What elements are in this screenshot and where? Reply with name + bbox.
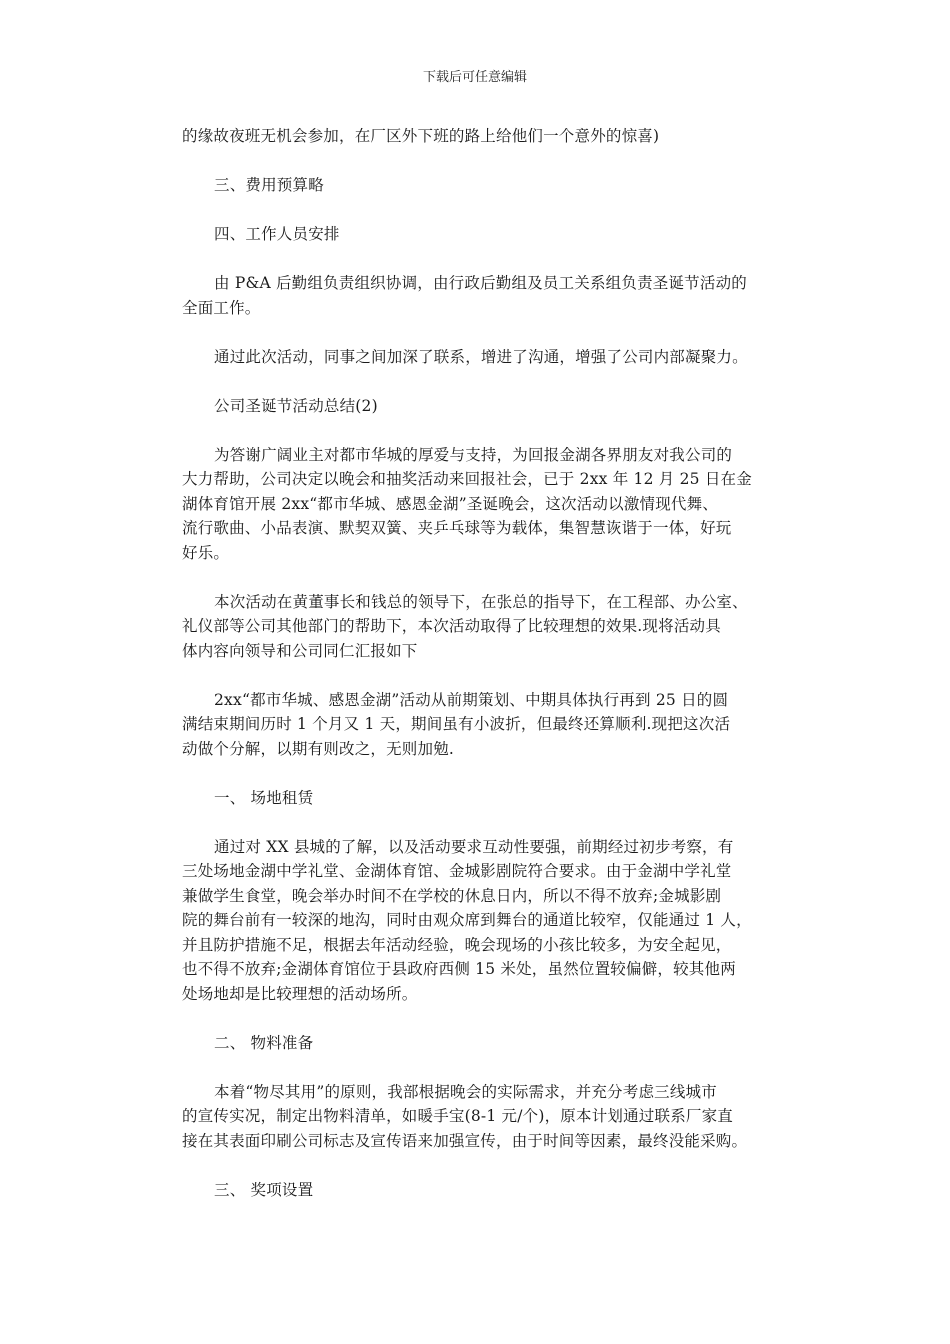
paragraph [182,222,778,247]
text-line: 处场地却是比较理想的活动场所。 [182,984,418,1003]
text-line: 兼做学生食堂，晚会举办时间不在学校的休息日内，所以不得不放弃;金城影剧 [182,886,722,905]
paragraph [182,590,778,664]
text-line: 由 P&A 后勤组负责组织协调，由行政后勤组及员工关系组负责圣诞节活动的 [214,274,747,292]
text-line: 通过此次活动，同事之间加深了联系，增进了沟通，增强了公司内部凝聚力。 [214,347,748,366]
paragraph [182,835,778,1007]
paragraph [182,394,778,419]
paragraph [182,173,778,198]
text-line: 也不得不放弃;金湖体育馆位于县政府西侧 15 米处，虽然位置较偏僻，较其他两 [182,960,736,978]
text-line: 本着“物尽其用”的原则，我部根据晚会的实际需求，并充分考虑三线城市 [214,1082,717,1101]
paragraph [182,345,778,370]
text-line: 的宣传实况，制定出物料清单，如暖手宝(8-1 元/个)，原本计划通过联系厂家直 [182,1107,734,1125]
text-line: 全面工作。 [182,298,261,317]
text-line: 三处场地金湖中学礼堂、金湖体育馆、金城影剧院符合要求。由于金湖中学礼堂 [182,862,732,880]
text-line: 礼仪部等公司其他部门的帮助下，本次活动取得了比较理想的效果.现将活动具 [182,617,721,635]
text-line: 动做个分解，以期有则改之，无则加勉. [182,739,455,758]
text-line: 三、费用预算略 [214,176,324,194]
paragraph [182,1080,778,1154]
text-line: 并且防护措施不足，根据去年活动经验，晚会现场的小孩比较多，为安全起见， [182,935,732,954]
paragraph [182,786,778,811]
paragraph [182,124,778,149]
text-line: 2xx“都市华城、感恩金湖”活动从前期策划、中期具体执行再到 25 日的圆 [214,690,729,709]
text-line: 本次活动在黄董事长和钱总的领导下，在张总的指导下，在工程部、办公室、 [214,592,748,611]
text-line: 通过对 XX 县城的了解，以及活动要求互动性要强，前期经过初步考察，有 [214,837,734,856]
text-line: 湖体育馆开展 2xx“都市华城、感恩金湖”圣诞晚会，这次活动以激情现代舞、 [182,494,719,513]
text-line: 三、 奖项设置 [214,1180,314,1199]
text-line: 为答谢广阔业主对都市华城的厚爱与支持，为回报金湖各界朋友对我公司的 [214,445,733,464]
text-line: 一、 场地租赁 [214,788,314,807]
page-header: 下载后可任意编辑 [422,70,527,85]
text-line: 二、 物料准备 [214,1033,314,1052]
text-line: 四、工作人员安排 [214,225,340,243]
text-line: 院的舞台前有一较深的地沟，同时由观众席到舞台的通道比较窄，仅能通过 1 人， [182,911,752,929]
paragraph [182,1178,778,1203]
text-line: 大力帮助，公司决定以晚会和抽奖活动来回报社会，已于 2xx 年 12 月 25 日在金 [182,470,752,488]
text-line: 的缘故夜班无机会参加，在厂区外下班的路上给他们一个意外的惊喜) [182,127,660,145]
paragraph [182,271,778,320]
paragraph [182,1031,778,1056]
paragraph [182,443,778,566]
text-line: 接在其表面印刷公司标志及宣传语来加强宣传，由于时间等因素，最终没能采购。 [182,1131,748,1150]
text-line: 流行歌曲、小品表演、默契双簧、夹乒乓球等为载体，集智慧诙谐于一体，好玩 [182,519,732,537]
document-body [182,124,778,1227]
text-line: 体内容向领导和公司同仁汇报如下 [182,641,418,660]
text-line: 满结束期间历时 1 个月又 1 天，期间虽有小波折，但最终还算顺利.现把这次活 [182,715,731,733]
paragraph [182,688,778,762]
text-line: 公司圣诞节活动总结(2) [214,396,378,415]
text-line: 好乐。 [182,543,230,562]
